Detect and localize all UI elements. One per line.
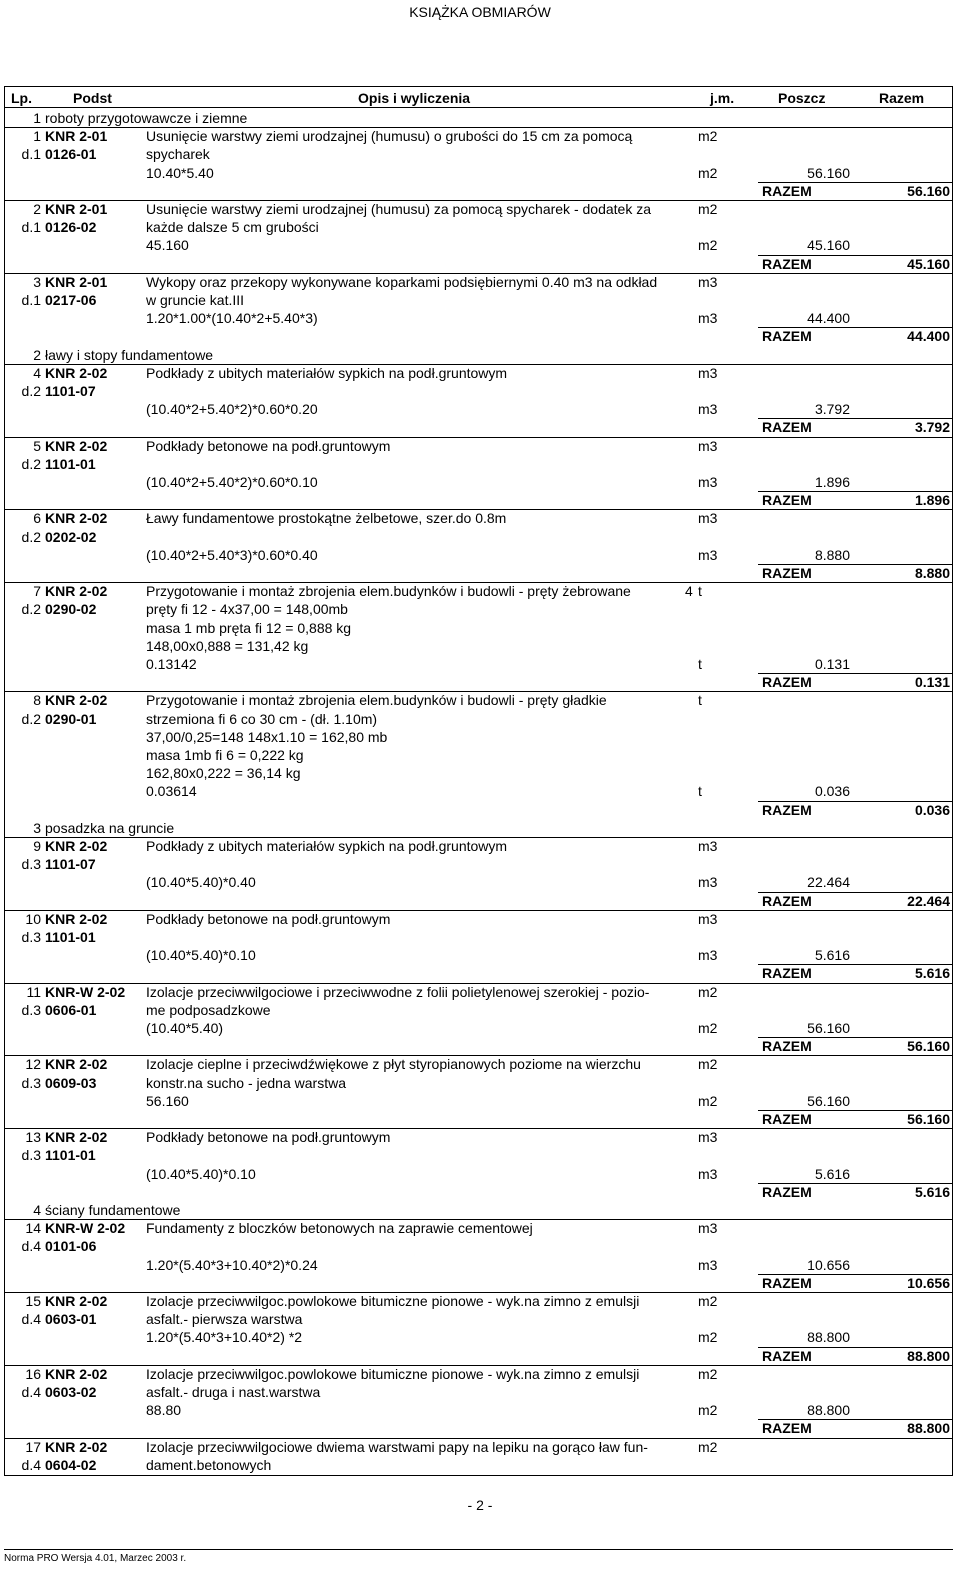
item-unit: m2 — [698, 1365, 718, 1382]
razem-value: 44.400 — [907, 328, 950, 345]
calc-expression: (10.40*2+5.40*2)*0.60*0.10 — [146, 474, 318, 490]
item-description-cont: masa 1mb fi 6 = 0,222 kg — [146, 747, 304, 763]
item-unit: m3 — [698, 1129, 718, 1146]
item-description-cont: 162,80x0,222 = 36,14 kg — [146, 765, 301, 782]
razem-value: 88.800 — [907, 1420, 950, 1437]
item-description-cont: asfalt.- druga i nast.warstwa — [146, 1384, 321, 1400]
knr-subcode: 0603-02 — [45, 1384, 97, 1400]
item-number: 17 — [25, 1438, 41, 1455]
knr-code: KNR 2-01 — [45, 201, 108, 217]
poszcz-value: 8.880 — [814, 546, 850, 563]
razem-value: 1.896 — [914, 492, 950, 509]
knr-code: KNR 2-02 — [45, 510, 108, 527]
calc-expression: 1.20*(5.40*3+10.40*2) *2 — [146, 1329, 303, 1346]
item-description: Podkłady betonowe na podł.gruntowym — [146, 437, 391, 454]
poszcz-value: 56.160 — [807, 1020, 850, 1036]
item-number: 7 — [33, 583, 41, 600]
knr-code: KNR 2-02 — [45, 1293, 108, 1309]
item-unit: m2 — [698, 128, 718, 145]
knr-code: KNR 2-02 — [45, 1056, 108, 1073]
knr-subcode: 0202-02 — [45, 528, 97, 545]
knr-code: KNR 2-02 — [45, 692, 108, 709]
item-description: Izolacje przeciwwilgociowe i przeciwwodne z folii polietylenowej szerokiej - pozio- — [146, 983, 650, 1000]
calc-unit: t — [698, 783, 702, 800]
knr-code: KNR 2-02 — [45, 364, 108, 381]
poszcz-value: 5.616 — [814, 947, 850, 964]
measurement-table — [4, 108, 953, 1476]
calc-unit: m3 — [698, 947, 718, 964]
item-number: 14 — [25, 1220, 41, 1237]
calc-expression: (10.40*5.40)*0.10 — [146, 947, 256, 964]
section-number: 4 — [33, 1202, 41, 1218]
item-unit: t — [698, 583, 702, 600]
item-description-cont: spycharek — [146, 146, 210, 163]
page-number: - 2 - — [467, 1497, 493, 1513]
item-unit: m3 — [698, 273, 718, 290]
knr-code: KNR 2-02 — [45, 910, 108, 927]
calc-unit: m2 — [698, 1092, 718, 1109]
calc-expression: 10.40*5.40 — [146, 164, 214, 181]
knr-subcode: 0126-02 — [45, 219, 97, 236]
calc-expression: 1.20*1.00*(10.40*2+5.40*3) — [146, 310, 318, 327]
knr-subcode: 1101-07 — [45, 383, 96, 399]
poszcz-value: 0.036 — [814, 783, 850, 800]
poszcz-value: 3.792 — [814, 401, 850, 418]
item-unit: t — [698, 692, 702, 709]
razem-value: 0.036 — [914, 801, 950, 818]
item-number: 6 — [33, 510, 41, 527]
item-description: Fundamenty z bloczków betonowych na zaprawie cementowej — [146, 1220, 533, 1237]
calc-unit: m3 — [698, 474, 718, 490]
table-header — [4, 86, 953, 108]
calc-expression: (10.40*5.40)*0.10 — [146, 1165, 256, 1182]
calc-unit: t — [698, 656, 702, 672]
calc-expression: 88.80 — [146, 1402, 182, 1419]
item-description: Ławy fundamentowe prostokątne żelbetowe, szer.do 0.8m — [146, 510, 507, 527]
item-d: d.3 — [21, 1074, 41, 1091]
item-unit: m3 — [698, 437, 718, 454]
razem-value: 3.792 — [914, 419, 950, 436]
poszcz-value: 56.160 — [807, 1092, 850, 1109]
item-d: d.3 — [21, 929, 41, 945]
razem-value: 56.160 — [907, 182, 950, 199]
razem-value: 8.880 — [914, 565, 950, 581]
section-number: 1 — [33, 110, 41, 126]
razem-label: RAZEM — [762, 182, 812, 199]
item-number: 16 — [25, 1365, 41, 1382]
item-d: d.3 — [21, 856, 41, 873]
item-description: Izolacje przeciwwilgoc.powlokowe bitumiczne pionowe - wyk.na zimno z emulsji — [146, 1365, 640, 1382]
item-number: 5 — [33, 437, 41, 454]
knr-code: KNR 2-01 — [45, 273, 108, 290]
knr-code: KNR 2-02 — [45, 437, 108, 454]
calc-unit: m3 — [698, 401, 718, 418]
header-opis: Opis i wyliczenia — [358, 90, 471, 106]
calc-expression: 0.13142 — [146, 656, 197, 672]
poszcz-value: 88.800 — [807, 1402, 850, 1419]
poszcz-value: 5.616 — [814, 1165, 850, 1182]
item-number: 4 — [33, 364, 41, 381]
razem-label: RAZEM — [762, 1420, 812, 1437]
razem-label: RAZEM — [762, 492, 812, 509]
item-d: d.2 — [21, 601, 41, 618]
calc-unit: m2 — [698, 237, 718, 254]
knr-subcode: 1101-01 — [45, 455, 96, 472]
poszcz-value: 56.160 — [807, 164, 850, 181]
knr-subcode: 0290-01 — [45, 710, 97, 727]
section-number: 2 — [33, 346, 41, 363]
section-title: ściany fundamentowe — [45, 1202, 181, 1218]
calc-expression: (10.40*2+5.40*2)*0.60*0.20 — [146, 401, 318, 418]
knr-code: KNR 2-02 — [45, 583, 108, 600]
section-title: posadzka na gruncie — [45, 819, 175, 836]
header-poszcz: Poszcz — [778, 90, 826, 106]
knr-subcode: 0606-01 — [45, 1001, 97, 1018]
item-unit: m2 — [698, 1438, 718, 1455]
item-number: 2 — [33, 201, 41, 217]
calc-expression: 0.03614 — [146, 783, 197, 800]
knr-subcode: 1101-01 — [45, 929, 96, 945]
header-razem: Razem — [879, 90, 925, 106]
razem-label: RAZEM — [762, 419, 812, 436]
item-number: 10 — [25, 910, 41, 927]
item-description-cont: 148,00x0,888 = 131,42 kg — [146, 637, 309, 654]
item-description-cont: strzemiona fi 6 co 30 cm - (dł. 1.10m) — [146, 710, 378, 727]
item-number: 13 — [25, 1129, 41, 1146]
item-d: d.1 — [21, 146, 41, 163]
item-d: d.2 — [21, 710, 41, 727]
item-description-cont: asfalt.- pierwsza warstwa — [146, 1311, 303, 1328]
header-podst: Podst — [73, 90, 112, 106]
item-number: 3 — [33, 273, 41, 290]
item-unit: m2 — [698, 1056, 718, 1073]
item-unit: m3 — [698, 510, 718, 527]
item-description: Przygotowanie i montaż zbrojenia elem.budynków i budowli - pręty gładkie — [146, 692, 607, 709]
razem-label: RAZEM — [762, 1111, 812, 1127]
footer-divider — [4, 1549, 953, 1550]
item-description-cont: każde dalsze 5 cm grubości — [146, 219, 319, 236]
item-d: d.3 — [21, 1001, 41, 1018]
item-unit: m2 — [698, 1293, 718, 1309]
knr-subcode: 0101-06 — [45, 1238, 97, 1255]
knr-code: KNR-W 2-02 — [45, 983, 126, 1000]
razem-value: 22.464 — [907, 892, 950, 909]
item-description: Podkłady z ubitych materiałów sypkich na podł.gruntowym — [146, 838, 508, 854]
razem-value: 56.160 — [907, 1038, 950, 1055]
item-d: d.2 — [21, 455, 41, 472]
razem-label: RAZEM — [762, 1347, 812, 1364]
item-d: d.3 — [21, 1147, 41, 1164]
knr-subcode: 1101-01 — [45, 1147, 96, 1164]
poszcz-value: 22.464 — [807, 874, 850, 891]
knr-subcode: 0290-02 — [45, 601, 97, 618]
calc-unit: m2 — [698, 1402, 718, 1419]
item-d: d.1 — [21, 292, 41, 308]
razem-label: RAZEM — [762, 892, 812, 909]
header-jm: j.m. — [710, 90, 735, 106]
poszcz-value: 0.131 — [814, 656, 850, 672]
item-unit: m3 — [698, 910, 718, 927]
calc-unit: m3 — [698, 1256, 718, 1273]
calc-expression: (10.40*2+5.40*3)*0.60*0.40 — [146, 546, 318, 563]
item-description: Izolacje cieplne i przeciwdźwiękowe z płyt styropianowych poziome na wierzchu — [146, 1056, 641, 1073]
item-unit: m3 — [698, 364, 718, 381]
razem-label: RAZEM — [762, 1274, 812, 1291]
item-number: 12 — [25, 1056, 41, 1073]
razem-value: 88.800 — [907, 1347, 950, 1364]
item-d: d.2 — [21, 383, 41, 399]
razem-label: RAZEM — [762, 965, 812, 982]
item-description: Izolacje przeciwwilgociowe dwiema warstwami papy na lepiku na gorąco ław fun- — [146, 1438, 648, 1455]
item-d: d.4 — [21, 1238, 41, 1255]
item-description: Usunięcie warstwy ziemi urodzajnej (humusu) za pomocą spycharek - dodatek za — [146, 201, 651, 217]
knr-code: KNR-W 2-02 — [45, 1220, 126, 1237]
header-lp: Lp. — [11, 90, 32, 106]
razem-label: RAZEM — [762, 674, 812, 691]
item-description: Wykopy oraz przekopy wykonywane koparkami podsiębiernymi 0.40 m3 na odkład — [146, 273, 658, 290]
item-description-cont: pręty fi 12 - 4x37,00 = 148,00mb — [146, 601, 348, 618]
item-description: Izolacje przeciwwilgoc.powlokowe bitumiczne pionowe - wyk.na zimno z emulsji — [146, 1293, 640, 1309]
knr-subcode: 0217-06 — [45, 292, 97, 308]
calc-expression: (10.40*5.40)*0.40 — [146, 874, 256, 891]
razem-value: 56.160 — [907, 1111, 950, 1127]
razem-value: 5.616 — [914, 1183, 950, 1200]
item-description: Podkłady betonowe na podł.gruntowym — [146, 1129, 391, 1146]
footer-note: Norma PRO Wersja 4.01, Marzec 2003 r. — [4, 1553, 187, 1564]
calc-unit: m3 — [698, 874, 718, 891]
razem-label: RAZEM — [762, 1183, 812, 1200]
item-number: 9 — [33, 838, 41, 854]
section-title: ławy i stopy fundamentowe — [45, 346, 214, 363]
item-description: Przygotowanie i montaż zbrojenia elem.budynków i budowli - pręty żebrowane — [146, 583, 631, 600]
item-description-cont: me podposadzkowe — [146, 1001, 271, 1018]
knr-subcode: 0609-03 — [45, 1074, 97, 1091]
knr-subcode: 0603-01 — [45, 1311, 97, 1328]
item-description-cont: 37,00/0,25=148 148x1.10 = 162,80 mb — [146, 728, 388, 745]
calc-expression: 1.20*(5.40*3+10.40*2)*0.24 — [146, 1256, 318, 1273]
poszcz-value: 88.800 — [807, 1329, 850, 1346]
item-description: Podkłady betonowe na podł.gruntowym — [146, 910, 391, 927]
poszcz-value: 44.400 — [807, 310, 850, 327]
razem-label: RAZEM — [762, 565, 812, 581]
razem-label: RAZEM — [762, 801, 812, 818]
document-title: KSIĄŻKA OBMIARÓW — [409, 4, 551, 20]
item-d: d.4 — [21, 1456, 41, 1473]
item-number: 15 — [25, 1293, 41, 1309]
calc-unit: m2 — [698, 164, 718, 181]
calc-expression: (10.40*5.40) — [146, 1020, 224, 1036]
item-d: d.1 — [21, 219, 41, 236]
poszcz-value: 10.656 — [807, 1256, 850, 1273]
item-description-cont: konstr.na sucho - jedna warstwa — [146, 1074, 346, 1091]
knr-subcode: 0604-02 — [45, 1456, 97, 1473]
item-unit: m2 — [698, 201, 718, 217]
knr-code: KNR 2-02 — [45, 838, 108, 854]
item-description-cont: w gruncie kat.III — [146, 292, 245, 308]
item-description: Usunięcie warstwy ziemi urodzajnej (humusu) o grubości do 15 cm za pomocą — [146, 128, 633, 145]
calc-expression: 45.160 — [146, 237, 189, 254]
poszcz-value: 1.896 — [814, 474, 850, 490]
item-d: d.4 — [21, 1311, 41, 1328]
knr-subcode: 1101-07 — [45, 856, 96, 873]
razem-value: 0.131 — [914, 674, 950, 691]
razem-value: 10.656 — [907, 1274, 950, 1291]
knr-code: KNR 2-02 — [45, 1365, 108, 1382]
razem-label: RAZEM — [762, 1038, 812, 1055]
calc-expression: 56.160 — [146, 1092, 189, 1109]
calc-unit: m2 — [698, 1020, 718, 1036]
razem-label: RAZEM — [762, 255, 812, 272]
item-unit: m3 — [698, 838, 718, 854]
section-number: 3 — [33, 819, 41, 836]
calc-unit: m3 — [698, 1165, 718, 1182]
knr-code: KNR 2-01 — [45, 128, 108, 145]
knr-subcode: 0126-01 — [45, 146, 97, 163]
poszcz-value: 45.160 — [807, 237, 850, 254]
section-title: roboty przygotowawcze i ziemne — [45, 110, 248, 126]
razem-value: 45.160 — [907, 255, 950, 272]
item-description-cont: masa 1 mb pręta fi 12 = 0,888 kg — [146, 619, 352, 636]
item-d: d.2 — [21, 528, 41, 545]
knr-code: KNR 2-02 — [45, 1129, 108, 1146]
calc-unit: m3 — [698, 546, 718, 563]
item-unit: m3 — [698, 1220, 718, 1237]
razem-value: 5.616 — [914, 965, 950, 982]
knr-code: KNR 2-02 — [45, 1438, 108, 1455]
calc-unit: m3 — [698, 310, 718, 327]
item-number: 1 — [33, 128, 41, 145]
item-number: 8 — [33, 692, 41, 709]
calc-unit: m2 — [698, 1329, 718, 1346]
item-d: d.4 — [21, 1384, 41, 1400]
unit-prefix: 4 — [685, 583, 693, 600]
item-description-cont: dament.betonowych — [146, 1456, 272, 1473]
item-description: Podkłady z ubitych materiałów sypkich na podł.gruntowym — [146, 364, 508, 381]
razem-label: RAZEM — [762, 328, 812, 345]
item-unit: m2 — [698, 983, 718, 1000]
item-number: 11 — [26, 983, 41, 1000]
